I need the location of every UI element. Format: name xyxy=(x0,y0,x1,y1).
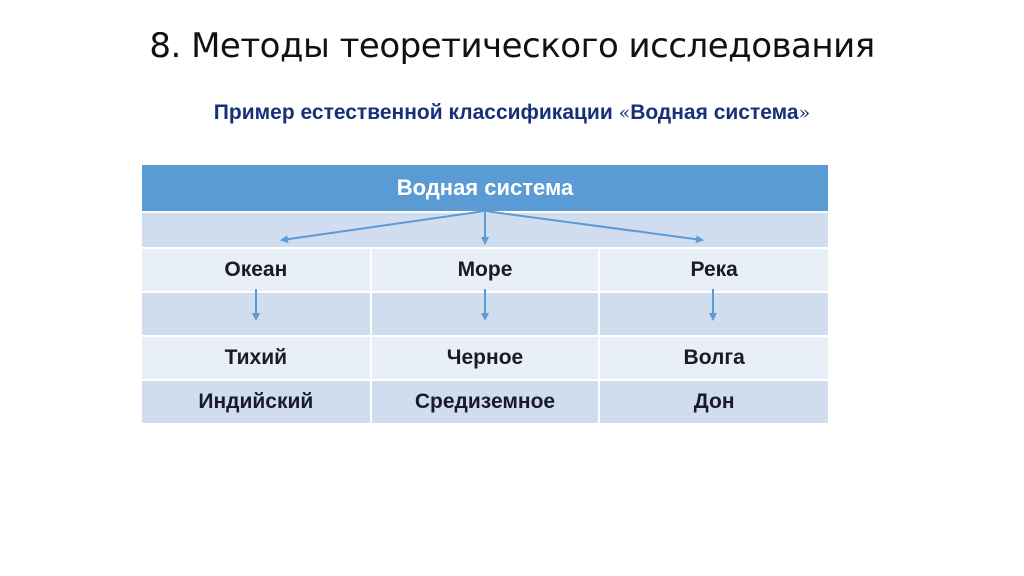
category-row xyxy=(142,248,828,292)
table-cell: Черное xyxy=(371,336,600,380)
quote-open: « xyxy=(618,102,631,124)
header-row xyxy=(142,165,828,212)
table-cell: Дон xyxy=(599,380,828,423)
classification-grid xyxy=(142,165,828,423)
header-cell: Водная система xyxy=(142,165,828,212)
category-cell-river: Река xyxy=(599,248,828,292)
table-cell: Волга xyxy=(599,336,828,380)
classification-table xyxy=(142,165,828,416)
arrow-cell-ocean xyxy=(142,292,371,336)
slide-title: 8. Методы теоретического исследования xyxy=(149,26,875,66)
slide-subtitle xyxy=(0,101,1024,125)
table-cell: Тихий xyxy=(142,336,371,380)
table-cell: Средиземное xyxy=(371,380,600,423)
category-cell-sea: Море xyxy=(371,248,600,292)
quote-close: » xyxy=(798,102,811,124)
table-cell: Индийский xyxy=(142,380,371,423)
subtitle-name: Водная система xyxy=(630,101,799,124)
arrow-cell-river xyxy=(599,292,828,336)
table-row xyxy=(142,336,828,380)
table-row xyxy=(142,380,828,423)
arrow-band-cell xyxy=(142,212,828,248)
arrow-cell-sea xyxy=(371,292,600,336)
category-cell-ocean: Океан xyxy=(142,248,371,292)
subtitle-main: Пример естественной классификации xyxy=(213,101,619,124)
arrow-band-row xyxy=(142,212,828,248)
arrow-row xyxy=(142,292,828,336)
